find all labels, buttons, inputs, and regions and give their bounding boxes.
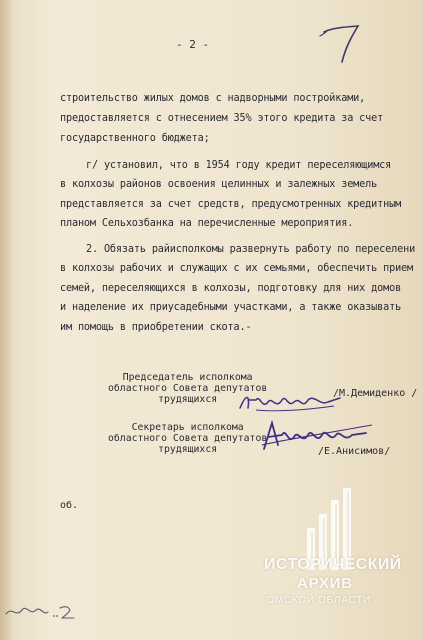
handwritten-page-number <box>318 22 366 66</box>
watermark-subtitle: АРХИВ <box>297 575 353 592</box>
ob-mark: об. <box>60 500 79 511</box>
text-line: предоставляется с отнесением 35% этого кредита за счет <box>60 113 384 124</box>
secretary-title <box>108 422 267 455</box>
chairman-title-line: трудящихся <box>158 394 218 405</box>
watermark-region: ОМСКОЙ ОБЛАСТИ <box>266 594 371 606</box>
text-line: строительство жилых домов с надворными постройками, <box>60 93 366 104</box>
secretary-title-line: областного Совета депутатов <box>108 433 268 444</box>
secretary-title-line: трудящихся <box>158 444 218 455</box>
handwritten-corner-note <box>4 598 90 624</box>
chairman-title-line: областного Совета депутатов <box>108 383 268 394</box>
text-line: г/ установил, что в 1954 году кредит переселяющимся <box>86 160 392 171</box>
text-line: представляется за счет средств, предусмотренных кредитным <box>60 199 402 210</box>
chairman-name: /М.Демиденко / <box>333 388 418 399</box>
text-line: семей, переселяющихся в колхозы, подготовку для них домов <box>60 283 402 294</box>
secretary-name: /Е.Анисимов/ <box>318 446 391 457</box>
text-line: и наделение их приусадебными участками, а также оказывать <box>60 302 402 313</box>
text-line: планом Сельхозбанка на перечисленные мероприятия. <box>60 218 354 229</box>
text-line: им помощь в приобретении скота.- <box>60 322 252 333</box>
text-line: 2. Обязать райисполкомы развернуть работу по переселени <box>86 244 416 255</box>
text-line: государственного бюджета; <box>60 133 210 144</box>
watermark-title: ИСТОРИЧЕСКИЙ <box>264 556 402 573</box>
text-line: в колхозы районов освоения целинных и залежных земель <box>60 179 378 190</box>
secretary-title-line: Секретарь исполкома <box>131 422 244 433</box>
chairman-signature <box>236 390 346 416</box>
page-number: - 2 - <box>176 38 210 51</box>
chairman-title-line: Председатель исполкома <box>122 372 253 383</box>
text-line: в колхозы рабочих и служащих с их семьями, обеспечить прием <box>60 263 414 274</box>
